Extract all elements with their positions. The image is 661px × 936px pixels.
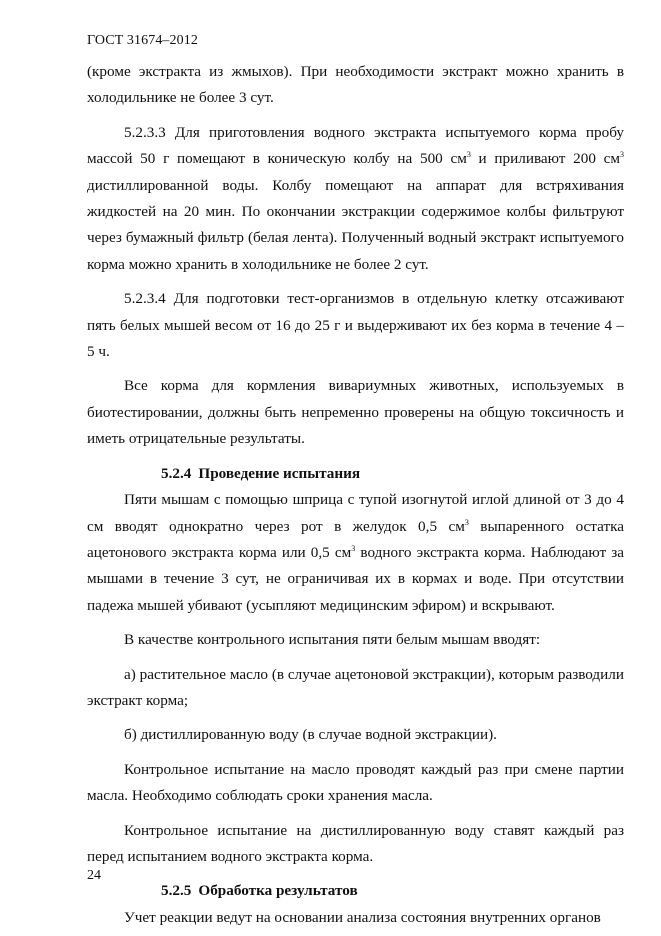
page-number: 24 <box>87 868 101 883</box>
paragraph-text: дистиллированной воды. Колбу помещают на аппарат для встряхивания жидкостей на 20 мин. По окончании экстракции содержимое колбы фильтруют через бумажный фильтр (белая лента). Полученный водный экстракт испытуемого корма можно хранить в холодильнике не более 2 сут. <box>87 176 624 273</box>
paragraph-continuation: (кроме экстракта из жмыхов). При необходимости экстракт можно хранить в холодильнике не более 3 сут. <box>87 63 624 107</box>
section-number: 5.2.4 <box>161 464 192 482</box>
paragraph-text: выпаренного остатка ацетонового экстракта корма или 0,5 см <box>87 517 624 561</box>
paragraph-5-2-3-3 <box>87 120 624 278</box>
section-title: Проведение испытания <box>198 464 361 482</box>
section-heading-5-2-5 <box>87 878 624 904</box>
document-code-header: ГОСТ 31674–2012 <box>87 33 198 48</box>
paragraph-feed-requirement: Все корма для кормления вивариумных животных, используемых в биотестировании, должны быть непременно проверены на общую токсичность и иметь отрицательные результаты. <box>87 377 624 448</box>
paragraph-5-2-3-4: 5.2.3.4 Для подготовки тест-организмов в отдельную клетку отсаживают пять белых мышей весом от 16 до 25 г и выдерживают их без корма в течение 4 – 5 ч. <box>87 290 624 361</box>
section-number: 5.2.5 <box>161 882 192 900</box>
document-body <box>87 59 624 931</box>
paragraph-text: водного экстракта корма. Наблюдают за мышами в течение 3 сут, не ограничивая их в кормах и воде. При отсутствии падежа мышей убивают (усыпляют медицинским эфиром) и вскрывают. <box>87 543 625 614</box>
list-item-a: а) растительное масло (в случае ацетоновой экстракции), которым разводили экстракт корма; <box>87 665 624 709</box>
paragraph-test-procedure <box>87 487 624 619</box>
paragraph-oil-control: Контрольное испытание на масло проводят каждый раз при смене партии масла. Необходимо соблюдать сроки хранения масла. <box>87 760 624 805</box>
paragraph-water-control: Контрольное испытание на дистиллированную воду ставят каждый раз перед испытанием водного экстракта корма. <box>87 821 624 865</box>
superscript-3: 3 <box>464 517 469 527</box>
paragraph-results: Учет реакции ведут на основании анализа состояния внутренних органов <box>124 908 601 926</box>
superscript-3: 3 <box>466 150 471 160</box>
paragraph-text: и приливают 200 см <box>470 150 621 168</box>
section-heading-5-2-4 <box>87 461 624 487</box>
list-item-b: б) дистиллированную воду (в случае водной экстракции). <box>124 726 497 744</box>
paragraph-text: 5.2.3.3 Для приготовления водного экстракта испытуемого корма пробу массой 50 г помещают в коническую колбу на 500 см <box>87 123 624 168</box>
superscript-3: 3 <box>351 543 356 553</box>
paragraph-text: Пяти мышам с помощью шприца с тупой изогнутой иглой длиной от 3 до 4 см вводят однократно через рот в желудок 0,5 см <box>87 491 624 535</box>
section-title: Обработка результатов <box>198 882 358 900</box>
superscript-3: 3 <box>620 150 625 160</box>
paragraph-control-test: В качестве контрольного испытания пяти белым мышам вводят: <box>124 631 541 649</box>
